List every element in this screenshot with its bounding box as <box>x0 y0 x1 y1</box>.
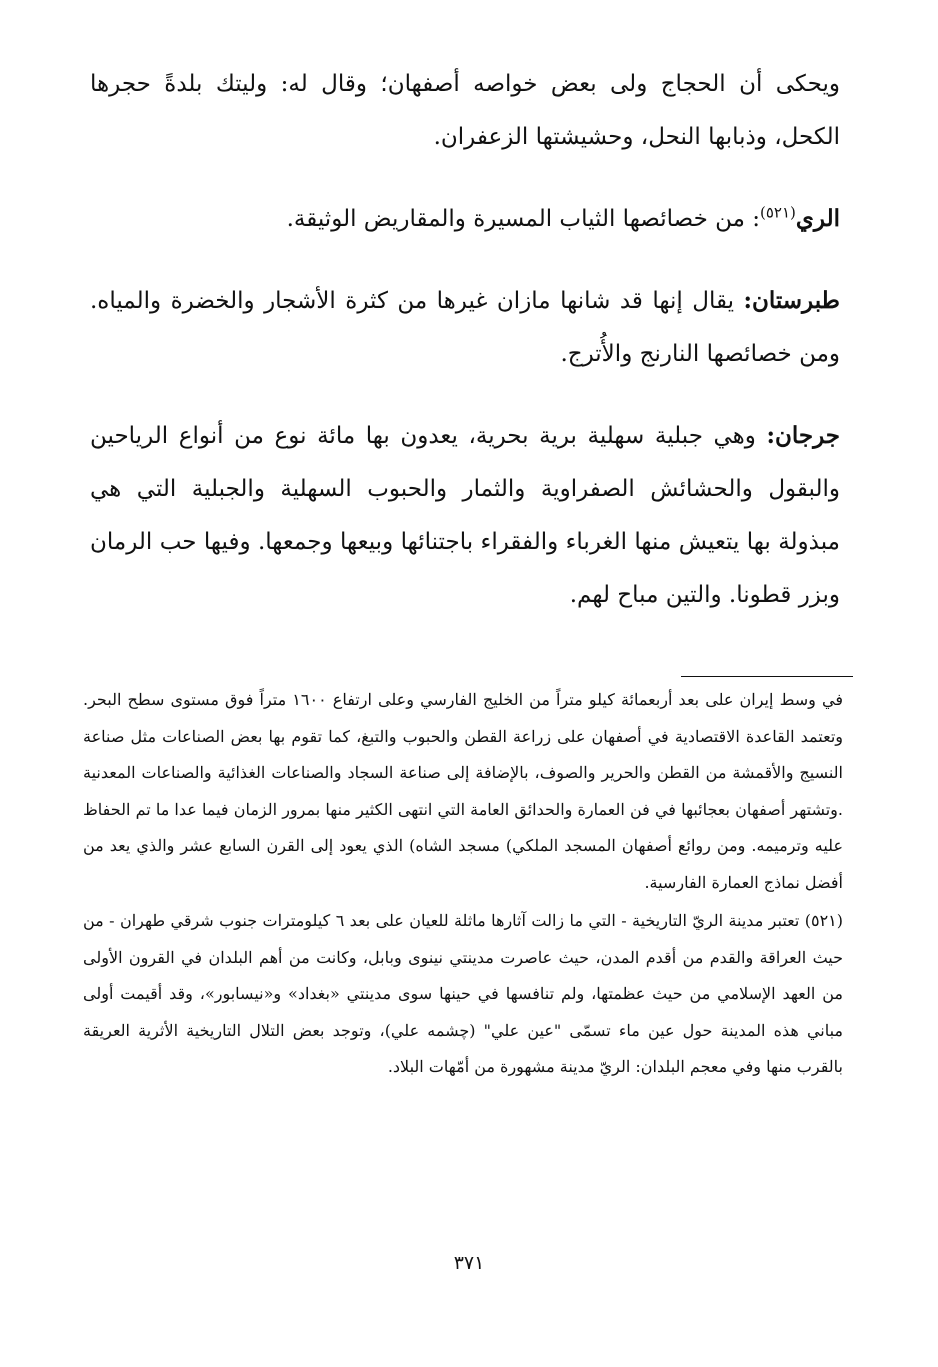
isfahan-line-2: الكحل، وذبابها النحل، وحشيشتها الزعفران. <box>433 124 840 150</box>
main-text-block <box>90 58 840 650</box>
jurjan-text: وهي جبلية سهلية برية بحرية، يعدون بها مائة نوع من أنواع الرياحين والبقول والحشائش الصفراوية والثمار والحبوب السهلية والجبلية التي هي مبذولة بها يتعيش منها الغرباء والفقراء باجتنائها وبيعها وجمعها. وفيها حب الرمان وبزر قطونا. والتين مباح لهم. <box>90 423 840 608</box>
rayy-term: الري <box>795 205 840 232</box>
paragraph-rayy <box>90 192 840 246</box>
paragraph-jurjan <box>90 409 840 622</box>
footnote-separator <box>681 676 853 677</box>
tabaristan-term: طبرستان: <box>743 287 840 314</box>
rayy-text: : من خصائصها الثياب المسيرة والمقاريض الوثيقة. <box>286 206 761 232</box>
footnotes-block <box>83 682 843 1088</box>
page-number: ٣٧١ <box>453 1252 485 1274</box>
footnote-isfahan: في وسط إيران على بعد أربعمائة كيلو متراً من الخليج الفارسي وعلى ارتفاع ١٦٠٠ متراً فوق مستوى سطح البحر. وتعتمد القاعدة الاقتصادية في أصفهان على زراعة القطن والحبوب والتبغ، كما تقوم بها بعض الصناعات مثل صناعة النسيج والأقمشة من القطن والحرير والصوف، بالإضافة إلى صناعة السجاد والصناعات الغذائية والصناعات المعدنية .وتشتهر أصفهان بعجائبها في فن العمارة والحدائق العامة التي انتهى الكثير منها بمرور الزمان فيما عدا ما تم الحفاظ عليه وترميمه. ومن روائع أصفهان المسجد الملكي) مسجد الشاه) الذي يعود إلى القرن السابع عشر والذي يعد من أفضل نماذج العمارة الفارسية. <box>83 690 844 892</box>
tabaristan-text: يقال إنها قد شانها مازان غيرها من كثرة الأشجار والخضرة والمياه. ومن خصائصها النارنج والأُترج. <box>90 288 840 367</box>
isfahan-line-1: ويحكى أن الحجاج ولى بعض خواصه أصفهان؛ وقال له: وليتك بلدةً حجرها <box>90 71 840 97</box>
footnote-521: (٥٢١) تعتبر مدينة الريّ التاريخية - التي ما زالت آثارها ماثلة للعيان على بعد ٦ كيلومترات جنوب شرقي طهران - من حيث العراقة والقدم من أقدم المدن، حيث عاصرت مدينتي نينوى وبابل، وكانت من أهم البلدان في القرون الأولى من العهد الإسلامي من حيث عظمتها، ولم تنافسها في حينها سوى مدينتي «بغداد» و«نيسابور»، وقد أقيمت أولى مباني هذه المدينة حول عين ماء تسمّى "عين علي" (چشمه علي)، وتوجد بعض التلال التاريخية الأثرية العريقة بالقرب منها وفي معجم البلدان: الريّ مدينة مشهورة من أمّهات البلاد. <box>83 911 844 1076</box>
footnote-reference-521: (٥٢١) <box>760 203 796 222</box>
paragraph-tabaristan <box>90 274 840 381</box>
paragraph-isfahan <box>90 58 840 164</box>
jurjan-term: جرجان: <box>766 422 840 449</box>
